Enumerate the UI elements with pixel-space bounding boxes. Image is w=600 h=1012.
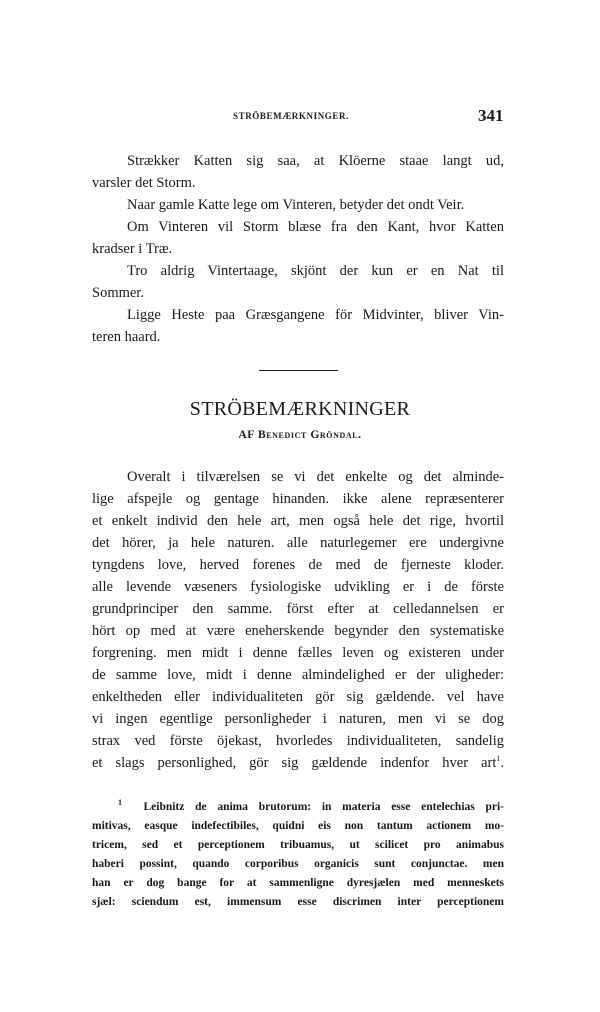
proverb-line: kradser i Træ.	[92, 241, 173, 257]
footnote-text: Leibnitz de anima brutorum: in materia esse entelechias pri-	[143, 801, 504, 813]
byline	[0, 429, 600, 441]
body-line: det hörer, ja hele naturen. alle naturlegemer ere undergivne	[92, 535, 504, 551]
body-text	[92, 466, 504, 774]
byline-prefix: AF	[238, 429, 255, 441]
footnote-line: haberi possint, quando corporibus organicis sunt conjunctae. men	[92, 858, 504, 870]
running-head: STRÖBEMÆRKNINGER.	[233, 111, 349, 121]
proverb-line: Om Vinteren vil Storm blæse fra den Kant, hvor Katten	[127, 219, 504, 235]
proverb-line: Naar gamle Katte lege om Vinteren, betyder det ondt Veir.	[127, 197, 465, 213]
footnote-line: han er dog bange for at sammenligne dyresjælen med menneskets	[92, 877, 504, 889]
body-line: et enkelt individ den hele art, men også hele det rige, hvortil	[92, 513, 504, 529]
body-line-text: et slags personlighed, gör sig gældende indenfor hver art	[92, 755, 497, 771]
body-line: hört op med at være eneherskende begynder den systematiske	[92, 623, 504, 639]
proverb-line: Strækker Katten sig saa, at Klöerne staae langt ud,	[127, 153, 504, 169]
section-title: STRÖBEMÆRKNINGER	[189, 398, 411, 420]
proverbs-block	[92, 150, 504, 348]
section-divider	[259, 370, 338, 371]
proverb-line: teren haard.	[92, 329, 161, 345]
body-line-tail: .	[500, 755, 504, 771]
byline-author: Benedict Gröndal.	[257, 429, 362, 441]
body-line: strax ved förste öjekast, hvorledes individualiteten, sandelig	[92, 733, 504, 749]
footnotes	[92, 798, 504, 912]
footnote-line: tricem, sed et perceptionem tribuamus, ut scilicet pro animabus	[92, 839, 504, 851]
footnote-line	[92, 798, 504, 817]
body-line: vi ingen egentlige personligheder i naturen, men vi se dog	[92, 711, 504, 727]
proverb-line: Ligge Heste paa Græsgangene för Midvinter, bliver Vin-	[127, 307, 504, 323]
proverb-line: Tro aldrig Vintertaage, skjönt der kun er en Nat til	[127, 263, 504, 279]
footnote-marker: 1	[118, 798, 122, 808]
footnote-line: mitivas, easque indefectibiles, quidni eis non tantum actionem mo-	[92, 820, 504, 832]
page-number: 341	[478, 106, 504, 125]
body-line: lige afspejle og gentage hinanden. ikke alene repræsenterer	[92, 491, 504, 507]
body-line: forgrening. men midt i denne fælles leven og existeren under	[92, 645, 504, 661]
body-line: Overalt i tilværelsen se vi det enkelte og det alminde-	[127, 469, 504, 485]
page-header	[0, 106, 600, 128]
proverb-line: varsler det Storm.	[92, 175, 196, 191]
body-line: enkeltheden eller individualiteten gör sig gældende. vel have	[92, 689, 504, 705]
proverb-line: Sommer.	[92, 285, 144, 301]
body-line: grundprinciper den samme. först efter at celledannelsen er	[92, 601, 504, 617]
footnote-line: sjæl: sciendum est, immensum esse discrimen inter perceptionem	[92, 896, 504, 908]
body-line: tyngdens love, herved forenes de med de fjerneste kloder.	[92, 557, 504, 573]
body-line: de samme love, midt i denne almindelighed er der uligheder:	[92, 667, 504, 683]
body-line: alle levende væseners fysiologiske udvikling er i de förste	[92, 579, 504, 595]
footnote-ref: 1	[496, 754, 501, 764]
body-line-with-footnote	[92, 752, 504, 774]
